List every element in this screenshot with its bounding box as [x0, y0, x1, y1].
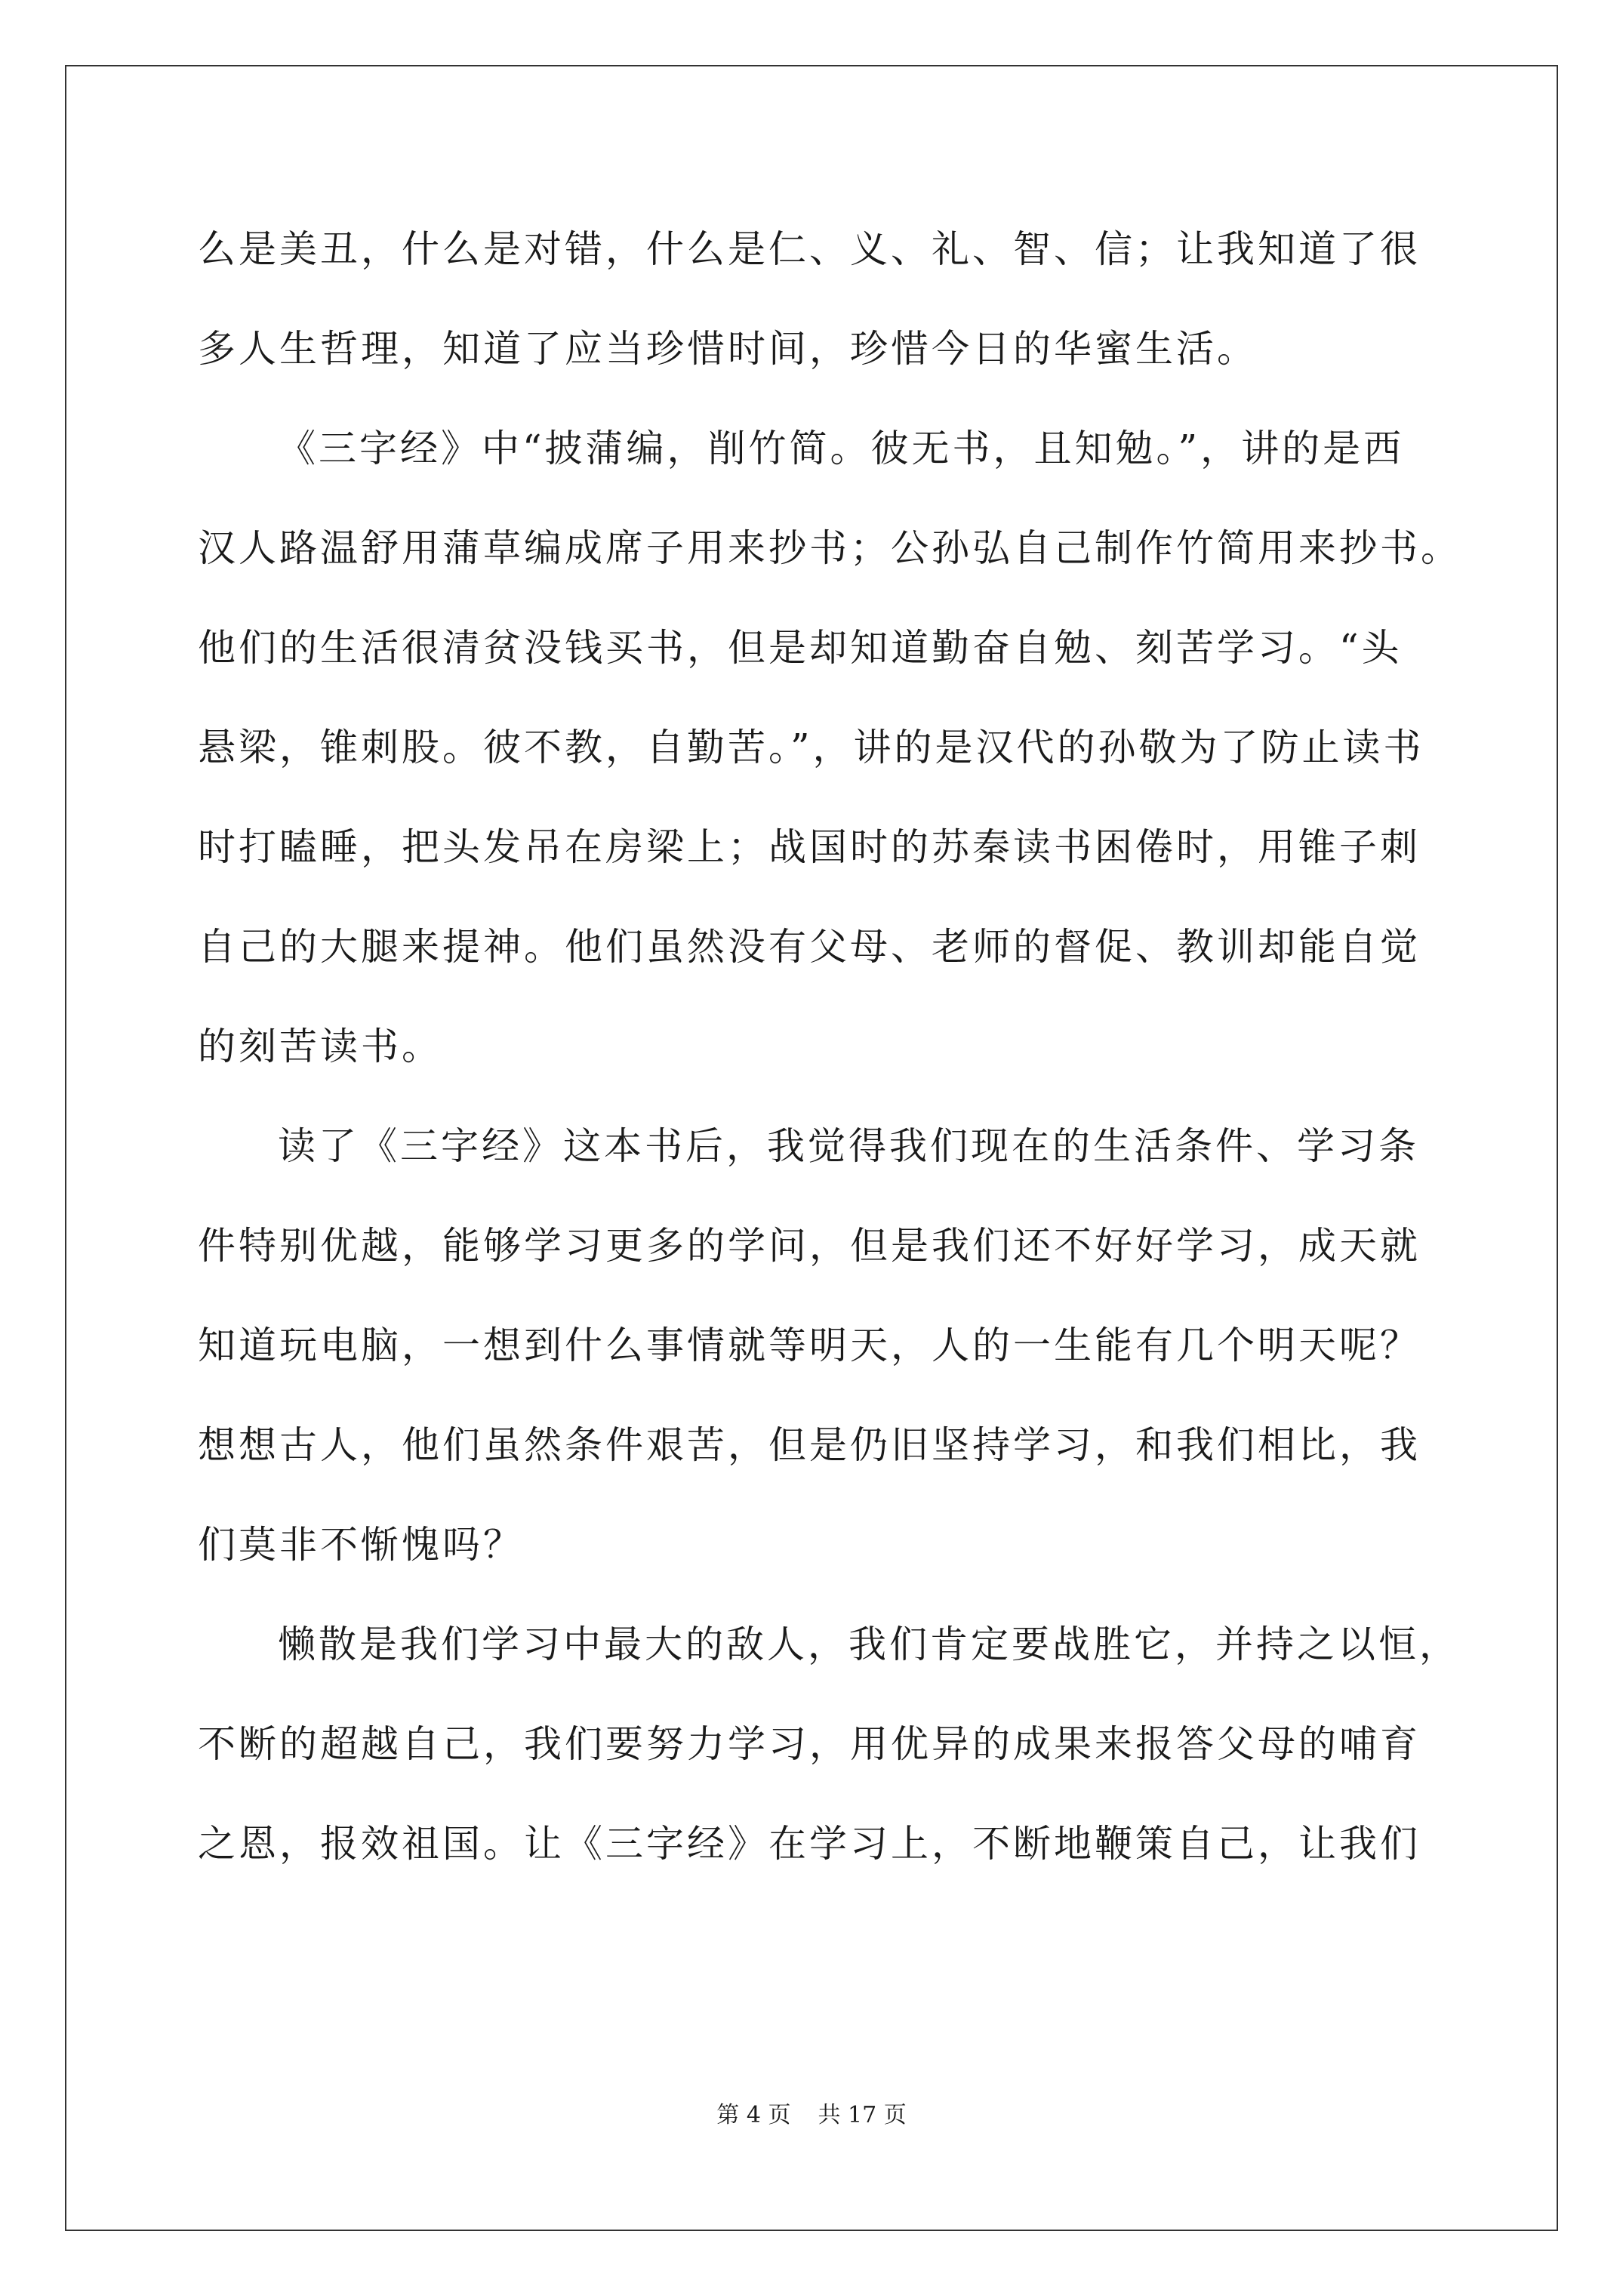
total-pages: 共 17 页	[818, 2102, 907, 2128]
page-footer	[0, 2100, 1623, 2131]
text-line: 之恩，报效祖国。让《三字经》在学习上，不断地鞭策自己，让我们	[198, 1822, 1421, 1866]
text-line: 时打瞌睡，把头发吊在房梁上；战国时的苏秦读书困倦时，用锥子刺	[198, 825, 1421, 869]
text-line: 们莫非不惭愧吗？	[198, 1523, 524, 1567]
text-line: 多人生哲理，知道了应当珍惜时间，珍惜今日的华蜜生活。	[198, 327, 1258, 371]
text-line: 读了《三字经》这本书后，我觉得我们现在的生活条件、学习条	[278, 1124, 1419, 1168]
text-line: 懒散是我们学习中最大的敌人，我们肯定要战胜它，并持之以恒，	[278, 1623, 1460, 1666]
text-line: 自己的大腿来提神。他们虽然没有父母、老师的督促、教训却能自觉	[198, 925, 1421, 969]
text-line: 不断的超越自己，我们要努力学习，用优异的成果来报答父母的哺育	[198, 1722, 1421, 1766]
text-line: 的刻苦读书。	[198, 1025, 442, 1068]
text-line: 他们的生活很清贫没钱买书，但是却知道勤奋自勉、刻苦学习。“头	[198, 626, 1403, 670]
text-line: 知道玩电脑，一想到什么事情就等明天，人的一生能有几个明天呢？	[198, 1324, 1421, 1367]
text-line: 件特别优越，能够学习更多的学问，但是我们还不好好学习，成天就	[198, 1224, 1421, 1268]
text-line: 么是美丑，什么是对错，什么是仁、义、礼、智、信；让我知道了很	[198, 227, 1421, 271]
text-line: 悬梁，锥刺股。彼不教，自勤苦。”，讲的是汉代的孙敬为了防止读书	[198, 726, 1424, 769]
text-line: 想想古人，他们虽然条件艰苦，但是仍旧坚持学习，和我们相比，我	[198, 1423, 1421, 1467]
text-line: 《三字经》中“披蒲编，削竹简。彼无书，且知勉。”，讲的是西	[278, 427, 1405, 470]
page-number: 第 4 页	[716, 2102, 791, 2128]
text-line: 汉人路温舒用蒲草编成席子用来抄书；公孙弘自己制作竹简用来抄书。	[198, 526, 1461, 570]
